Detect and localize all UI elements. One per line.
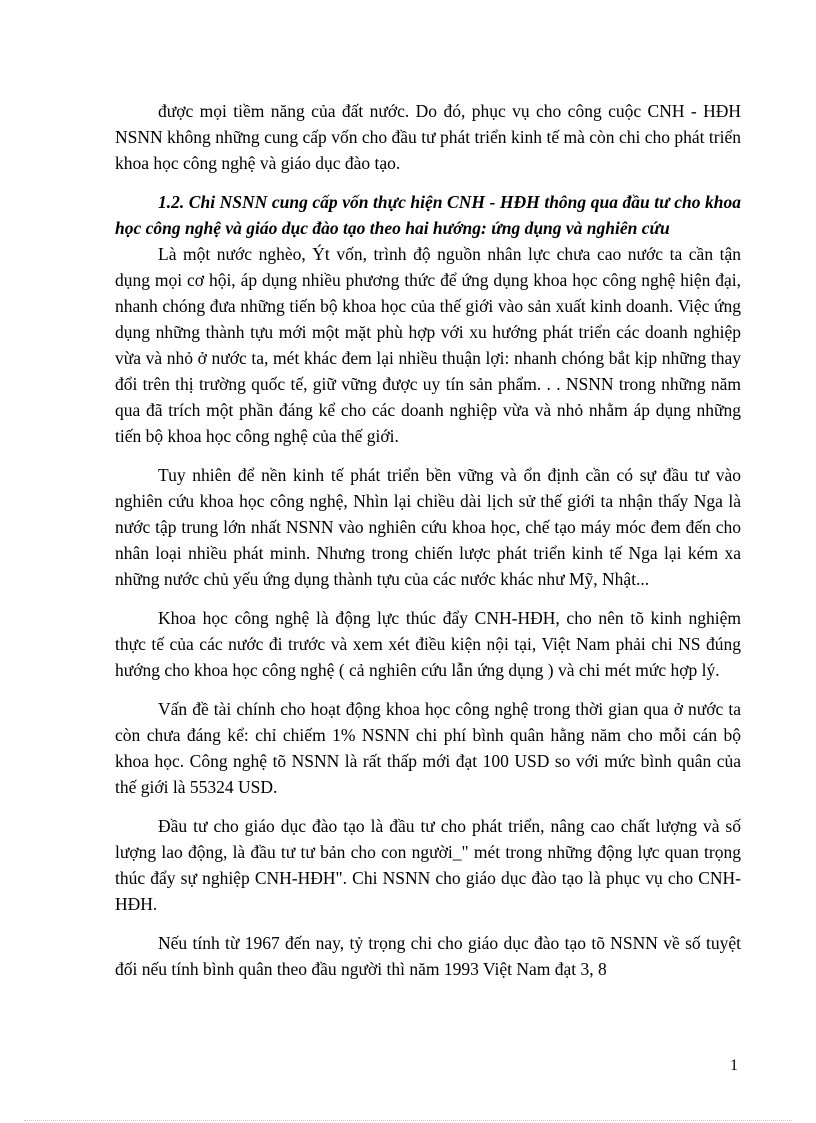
paragraph-finance: Vấn đề tài chính cho hoạt động khoa học công nghệ trong thời gian qua ở nước ta còn chưa đáng kể: chỉ chiếm 1% NSNN chi phí bình quân hằng năm cho mỗi cán bộ khoa học. Công nghệ tõ NSNN là rất thấp mới đạt 100 USD so với mức bình quân của thế giới là 55324 USD. [115,699,741,797]
paragraph-research: Tuy nhiên để nền kinh tế phát triển bền vững và ổn định cần có sự đầu tư vào nghiên cứu khoa học công nghệ, Nhìn lại chiều dài lịch sử thế giới ta nhận thấy Nga là nước tập trung lớn nhất NSNN vào nghiên cứu khoa học, chế tạo máy móc đem đến cho nhân loại nhiều phát minh. Nhưng trong chiến lược phát triển kinh tế Nga lại kém xa những nước chủ yếu ứng dụng thành tựu của các nước khác như Mỹ, Nhật... [115,465,741,589]
paragraph-science-tech: Khoa học công nghệ là động lực thúc đẩy CNH-HĐH, cho nên tõ kinh nghiệm thực tế của các nước đi trước và xem xét điều kiện nội tại, Việt Nam phải chi NS đúng hướng cho khoa học công nghệ ( cả nghiên cứu lẫn ứng dụng ) và chi mét mức hợp lý. [115,608,741,680]
page-bottom-divider [24,1120,792,1121]
section-heading-1-2: 1.2. Chi NSNN cung cấp vốn thực hiện CNH - HĐH thông qua đầu tư cho khoa học công nghệ và giáo dục đào tạo theo hai hướng: ứng dụng và nghiên cứu [115,192,741,238]
paragraph-application: Là một nước nghèo, Ýt vốn, trình độ nguồn nhân lực chưa cao nước ta cần tận dụng mọi cơ hội, áp dụng nhiều phương thức để ứng dụng khoa học công nghệ hiện đại, nhanh chóng đưa những tiến bộ khoa học của thế giới vào sản xuất kinh doanh. Việc ứng dụng những thành tựu mới một mặt phù hợp với xu hướng phát triển các doanh nghiệp vừa và nhỏ ở nước ta, mét khác đem lại nhiều thuận lợi: nhanh chóng bắt kịp những thay đổi trên thị trường quốc tế, giữ vững được uy tín sản phẩm. . . NSNN trong những năm qua đã trích một phần đáng kể cho các doanh nghiệp vừa và nhỏ nhằm áp dụng những tiến bộ khoa học công nghệ của thế giới. [115,244,741,446]
document-body [115,98,741,995]
paragraph-intro: được mọi tiềm năng của đất nước. Do đó, phục vụ cho công cuộc CNH - HĐH NSNN không những cung cấp vốn cho đầu tư phát triển kinh tế mà còn chi cho phát triển khoa học công nghệ và giáo dục đào tạo. [115,101,741,173]
paragraph-statistics: Nếu tính từ 1967 đến nay, tỷ trọng chi cho giáo dục đào tạo tõ NSNN về số tuyệt đối nếu tính bình quân theo đầu người thì năm 1993 Việt Nam đạt 3, 8 [115,933,741,979]
page-number: 1 [730,1057,738,1074]
paragraph-education: Đầu tư cho giáo dục đào tạo là đầu tư cho phát triển, nâng cao chất lượng và số lượng lao động, là đầu tư tư bản cho con người_" mét trong những động lực quan trọng thúc đẩy sự nghiệp CNH-HĐH". Chi NSNN cho giáo dục đào tạo là phục vụ cho CNH-HĐH. [115,816,741,914]
